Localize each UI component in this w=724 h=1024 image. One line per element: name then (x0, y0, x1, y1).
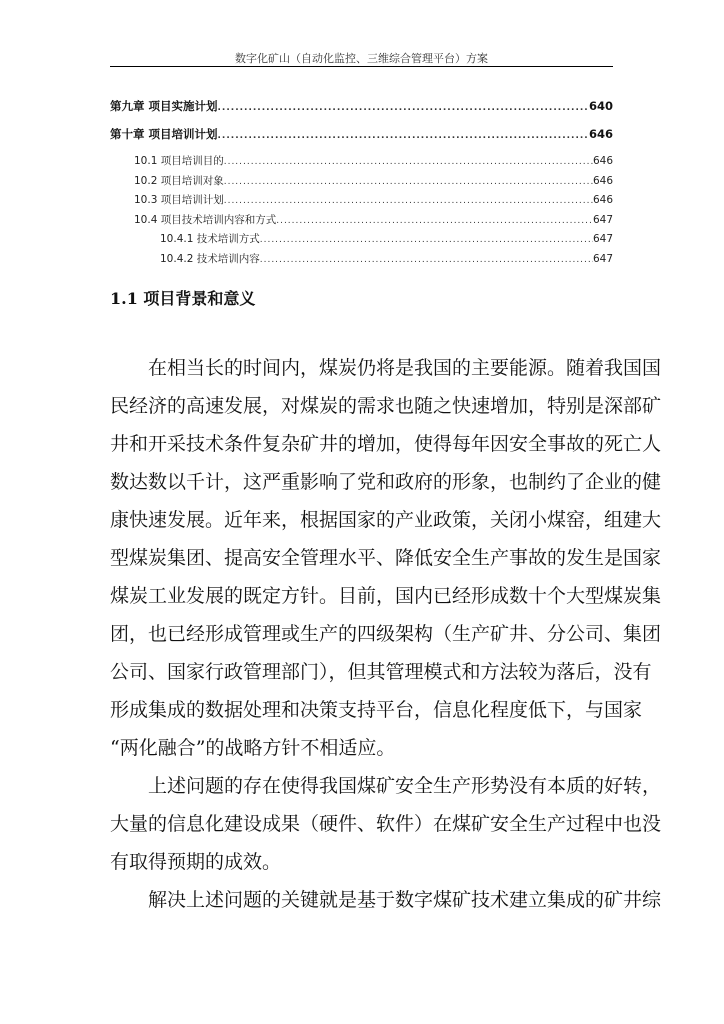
toc-entry[interactable] (110, 152, 613, 172)
body-text (110, 349, 662, 919)
paragraph-line: “两化融合”的战略方针不相适应。 (110, 737, 396, 759)
paragraph-line: 团，也已经形成管理或生产的四级架构（生产矿井、分公司、集团 (110, 623, 662, 645)
toc-entry-title: 10.4.1 技术培训方式 (160, 233, 260, 245)
paragraph-line: 公司、国家行政管理部门），但其管理模式和方法较为落后，没有 (110, 661, 652, 683)
page-header-title: 数字化矿山（自动化监控、三维综合管理平台）方案 (235, 52, 488, 65)
toc-entry-title: 10.2 项目培训对象 (134, 174, 224, 187)
toc-entry-title: 10.1 项目培训目的 (134, 155, 224, 167)
toc-leader (276, 212, 593, 231)
paragraph-line: 井和开采技术条件复杂矿井的增加，使得每年因安全事故的死亡人 (110, 433, 662, 455)
toc-entry-title: 10.4.2 技术培训内容 (160, 252, 260, 265)
toc-entry-title: 10.4 项目技术培训内容和方式 (134, 213, 277, 226)
toc-leader (224, 192, 593, 211)
toc-entry-page: 640 (588, 99, 613, 113)
paragraph-line: 解决上述问题的关键就是基于数字煤矿技术建立集成的矿井综 (148, 889, 662, 911)
toc-leader (218, 126, 589, 146)
toc-entry-page: 646 (588, 127, 613, 141)
toc-entry-page: 647 (592, 252, 613, 265)
section-heading: 1.1 项目背景和意义 (110, 289, 256, 308)
toc-entry[interactable] (110, 172, 613, 192)
toc-entry-title: 第九章 项目实施计划 (110, 99, 218, 113)
toc-entry[interactable] (110, 211, 613, 231)
header-divider (110, 66, 613, 67)
toc-leader (260, 231, 593, 250)
toc-entry-page: 646 (592, 155, 613, 167)
toc-leader (224, 173, 593, 192)
toc-entry-page: 646 (592, 194, 613, 206)
toc-leader (224, 153, 593, 172)
paragraph-line: 民经济的高速发展，对煤炭的需求也随之快速增加，特别是深部矿 (110, 395, 662, 417)
paragraph-line: 大量的信息化建设成果（硬件、软件）在煤矿安全生产过程中也没 (110, 813, 662, 835)
toc-leader (260, 251, 593, 270)
toc-entry-page: 647 (592, 233, 613, 245)
paragraph-line: 有取得预期的成效。 (110, 851, 282, 873)
toc-entry[interactable] (110, 250, 613, 270)
paragraph-line: 在相当长的时间内，煤炭仍将是我国的主要能源。随着我国国 (148, 357, 662, 379)
paragraph-line: 上述问题的存在使得我国煤矿安全生产形势没有本质的好转， (148, 775, 662, 797)
paragraph-line: 数达数以千计，这严重影响了党和政府的形象，也制约了企业的健 (110, 471, 662, 493)
paragraph-line: 形成集成的数据处理和决策支持平台，信息化程度低下，与国家 (110, 699, 643, 721)
paragraph-line: 型煤炭集团、提高安全管理水平、降低安全生产事故的发生是国家 (110, 547, 662, 569)
toc-entry-page: 646 (592, 174, 613, 187)
toc-entry[interactable] (110, 191, 613, 211)
toc-entry-title: 10.3 项目培训计划 (134, 194, 224, 206)
toc-entry[interactable] (110, 230, 613, 250)
table-of-contents (110, 96, 613, 269)
paragraph-line: 煤炭工业发展的既定方针。目前，国内已经形成数十个大型煤炭集 (110, 585, 662, 607)
toc-entry[interactable] (110, 124, 613, 152)
toc-leader (218, 98, 589, 118)
toc-entry-page: 647 (592, 213, 613, 226)
paragraph-line: 康快速发展。近年来，根据国家的产业政策，关闭小煤窑，组建大 (110, 509, 662, 531)
toc-entry[interactable] (110, 96, 613, 124)
toc-entry-title: 第十章 项目培训计划 (110, 127, 218, 141)
